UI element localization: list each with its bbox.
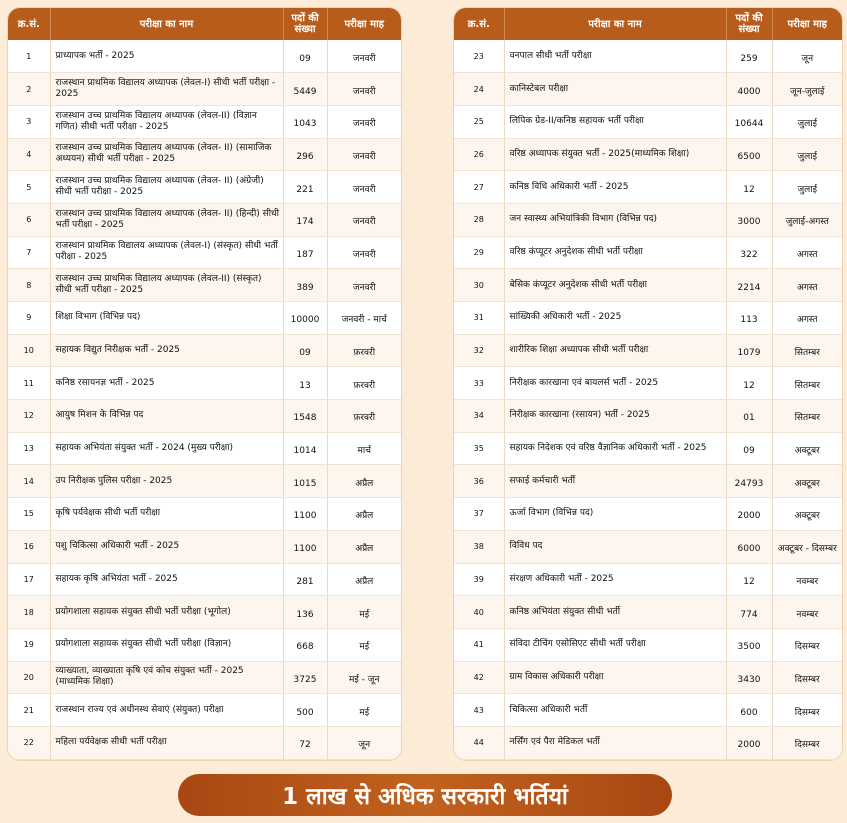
exam-name-cell: व्याख्याता, व्याख्याता कृषि एवं कोच संयुक्त भर्ती - 2025 (माध्यमिक शिक्षा) xyxy=(50,661,283,694)
header-exam-month: परीक्षा माह xyxy=(327,8,401,40)
table-row xyxy=(8,726,401,759)
exam-name-cell: सहायक कृषि अभियंता भर्ती - 2025 xyxy=(50,563,283,596)
exam-name-cell: राजस्थान प्राथमिक विद्यालय अध्यापक (लेवल-I) (संस्कृत) सीधी भर्ती परीक्षा - 2025 xyxy=(50,236,283,269)
exam-name-cell: प्रयोगशाला सहायक संयुक्त सीधी भर्ती परीक्षा (भूगोल) xyxy=(50,596,283,629)
exam-month-cell: अक्टूबर xyxy=(772,498,842,531)
post-count-cell: 1043 xyxy=(283,105,327,138)
exam-month-cell: जून-जुलाई xyxy=(772,73,842,106)
exam-name-cell: विविध पद xyxy=(504,530,726,563)
exam-month-cell: अप्रैल xyxy=(327,498,401,531)
exam-month-cell: अक्टूबर - दिसम्बर xyxy=(772,530,842,563)
exam-name-cell: उप निरीक्षक पुलिस परीक्षा - 2025 xyxy=(50,465,283,498)
serial-number-cell: 39 xyxy=(454,563,504,596)
exam-name-cell: सहायक निदेशक एवं वरिष्ठ वैज्ञानिक अधिकारी भर्ती - 2025 xyxy=(504,432,726,465)
table-row xyxy=(8,236,401,269)
table-row xyxy=(8,596,401,629)
serial-number-cell: 23 xyxy=(454,40,504,73)
exam-name-cell: कृषि पर्यवेक्षक सीधी भर्ती परीक्षा xyxy=(50,498,283,531)
exam-name-cell: नर्सिंग एवं पैरा मेडिकल भर्ती xyxy=(504,726,726,759)
serial-number-cell: 25 xyxy=(454,105,504,138)
post-count-cell: 174 xyxy=(283,203,327,236)
table-row xyxy=(454,203,842,236)
serial-number-cell: 2 xyxy=(8,73,50,106)
exam-name-cell: राजस्थान उच्च प्राथमिक विद्यालय अध्यापक (लेवल- II) (अंग्रेजी) सीधी भर्ती परीक्षा - 2025 xyxy=(50,171,283,204)
exam-name-cell: संविदा टीचिंग एसोसिएट सीधी भर्ती परीक्षा xyxy=(504,628,726,661)
post-count-cell: 1100 xyxy=(283,498,327,531)
table-row xyxy=(454,105,842,138)
serial-number-cell: 37 xyxy=(454,498,504,531)
table-row xyxy=(8,400,401,433)
header-exam-name: परीक्षा का नाम xyxy=(504,8,726,40)
table-row xyxy=(454,694,842,727)
exam-month-cell: फ़रवरी xyxy=(327,367,401,400)
exam-month-cell: अप्रैल xyxy=(327,563,401,596)
post-count-cell: 3500 xyxy=(726,628,772,661)
serial-number-cell: 42 xyxy=(454,661,504,694)
serial-number-cell: 16 xyxy=(8,530,50,563)
table-row xyxy=(8,203,401,236)
exam-month-cell: जून xyxy=(772,40,842,73)
exam-name-cell: सफाई कर्मचारी भर्ती xyxy=(504,465,726,498)
serial-number-cell: 36 xyxy=(454,465,504,498)
exam-name-cell: प्रयोगशाला सहायक संयुक्त सीधी भर्ती परीक्षा (विज्ञान) xyxy=(50,628,283,661)
header-post-count: पदों की संख्या xyxy=(726,8,772,40)
table-row xyxy=(454,40,842,73)
post-count-cell: 3430 xyxy=(726,661,772,694)
post-count-cell: 2000 xyxy=(726,726,772,759)
table-row xyxy=(8,465,401,498)
exam-name-cell: जन स्वास्थ्य अभियांत्रिकी विभाग (विभिन्न पद) xyxy=(504,203,726,236)
header-serial-number: क्र.सं. xyxy=(8,8,50,40)
table-row xyxy=(454,726,842,759)
table-row xyxy=(454,367,842,400)
exam-month-cell: मई xyxy=(327,694,401,727)
serial-number-cell: 7 xyxy=(8,236,50,269)
header-post-count: पदों की संख्या xyxy=(283,8,327,40)
table-row xyxy=(8,432,401,465)
exam-month-cell: सितम्बर xyxy=(772,400,842,433)
table-header-row xyxy=(8,8,401,40)
post-count-cell: 09 xyxy=(283,40,327,73)
serial-number-cell: 21 xyxy=(8,694,50,727)
exam-name-cell: ऊर्जा विभाग (विभिन्न पद) xyxy=(504,498,726,531)
serial-number-cell: 30 xyxy=(454,269,504,302)
left-exam-table-panel xyxy=(8,8,401,760)
table-row xyxy=(454,334,842,367)
exam-name-cell: राजस्थान राज्य एवं अधीनस्थ सेवाएं (संयुक्त) परीक्षा xyxy=(50,694,283,727)
exam-month-cell: मई - जून xyxy=(327,661,401,694)
table-row xyxy=(8,530,401,563)
post-count-cell: 09 xyxy=(283,334,327,367)
table-row xyxy=(8,628,401,661)
exam-name-cell: कानिस्टेबल परीक्षा xyxy=(504,73,726,106)
post-count-cell: 24793 xyxy=(726,465,772,498)
serial-number-cell: 40 xyxy=(454,596,504,629)
post-count-cell: 281 xyxy=(283,563,327,596)
serial-number-cell: 28 xyxy=(454,203,504,236)
post-count-cell: 2214 xyxy=(726,269,772,302)
serial-number-cell: 17 xyxy=(8,563,50,596)
exam-name-cell: वरिष्ठ अध्यापक संयुक्त भर्ती - 2025(माध्यमिक शिक्षा) xyxy=(504,138,726,171)
post-count-cell: 5449 xyxy=(283,73,327,106)
exam-month-cell: जनवरी xyxy=(327,236,401,269)
exam-month-cell: नवम्बर xyxy=(772,596,842,629)
table-row xyxy=(454,563,842,596)
serial-number-cell: 20 xyxy=(8,661,50,694)
exam-name-cell: वनपाल सीधी भर्ती परीक्षा xyxy=(504,40,726,73)
exam-name-cell: ग्राम विकास अधिकारी परीक्षा xyxy=(504,661,726,694)
post-count-cell: 136 xyxy=(283,596,327,629)
exam-name-cell: प्राध्यापक भर्ती - 2025 xyxy=(50,40,283,73)
exam-name-cell: निरीक्षक कारखाना (रसायन) भर्ती - 2025 xyxy=(504,400,726,433)
post-count-cell: 668 xyxy=(283,628,327,661)
exam-month-cell: अगस्त xyxy=(772,302,842,335)
table-row xyxy=(8,498,401,531)
post-count-cell: 10000 xyxy=(283,302,327,335)
exam-month-cell: सितम्बर xyxy=(772,367,842,400)
exam-name-cell: सांख्यिकी अधिकारी भर्ती - 2025 xyxy=(504,302,726,335)
table-row xyxy=(8,138,401,171)
post-count-cell: 1015 xyxy=(283,465,327,498)
post-count-cell: 500 xyxy=(283,694,327,727)
table-row xyxy=(454,498,842,531)
post-count-cell: 3725 xyxy=(283,661,327,694)
exam-name-cell: आयुष मिशन के विभिन्न पद xyxy=(50,400,283,433)
post-count-cell: 6000 xyxy=(726,530,772,563)
exam-month-cell: जुलाई xyxy=(772,138,842,171)
exam-month-cell: सितम्बर xyxy=(772,334,842,367)
exam-month-cell: जनवरी xyxy=(327,73,401,106)
exam-name-cell: संरक्षण अधिकारी भर्ती - 2025 xyxy=(504,563,726,596)
serial-number-cell: 6 xyxy=(8,203,50,236)
serial-number-cell: 29 xyxy=(454,236,504,269)
post-count-cell: 4000 xyxy=(726,73,772,106)
exam-month-cell: जनवरी xyxy=(327,171,401,204)
exam-month-cell: दिसम्बर xyxy=(772,661,842,694)
exam-month-cell: अप्रैल xyxy=(327,530,401,563)
post-count-cell: 187 xyxy=(283,236,327,269)
serial-number-cell: 41 xyxy=(454,628,504,661)
serial-number-cell: 34 xyxy=(454,400,504,433)
exam-month-cell: जनवरी xyxy=(327,138,401,171)
serial-number-cell: 11 xyxy=(8,367,50,400)
exam-month-cell: अक्टूबर xyxy=(772,432,842,465)
table-row xyxy=(454,400,842,433)
post-count-cell: 12 xyxy=(726,563,772,596)
serial-number-cell: 9 xyxy=(8,302,50,335)
exam-month-cell: दिसम्बर xyxy=(772,694,842,727)
table-row xyxy=(454,269,842,302)
exam-table-right xyxy=(454,8,842,760)
post-count-cell: 6500 xyxy=(726,138,772,171)
post-count-cell: 1079 xyxy=(726,334,772,367)
exam-name-cell: राजस्थान उच्च प्राथमिक विद्यालय अध्यापक (लेवल-II) (संस्कृत) सीधी भर्ती परीक्षा - 2025 xyxy=(50,269,283,302)
post-count-cell: 72 xyxy=(283,726,327,759)
table-row xyxy=(8,171,401,204)
exam-month-cell: जुलाई xyxy=(772,105,842,138)
exam-month-cell: जनवरी xyxy=(327,40,401,73)
serial-number-cell: 13 xyxy=(8,432,50,465)
serial-number-cell: 32 xyxy=(454,334,504,367)
exam-name-cell: कनिष्ठ अभियंता संयुक्त सीधी भर्ती xyxy=(504,596,726,629)
exam-name-cell: शारीरिक शिक्षा अध्यापक सीधी भर्ती परीक्षा xyxy=(504,334,726,367)
post-count-cell: 774 xyxy=(726,596,772,629)
exam-name-cell: सहायक विद्युत निरीक्षक भर्ती - 2025 xyxy=(50,334,283,367)
table-row xyxy=(454,73,842,106)
exam-name-cell: निरीक्षक कारखाना एवं बायलर्स भर्ती - 2025 xyxy=(504,367,726,400)
post-count-cell: 1100 xyxy=(283,530,327,563)
exam-month-cell: दिसम्बर xyxy=(772,726,842,759)
header-exam-month: परीक्षा माह xyxy=(772,8,842,40)
exam-month-cell: फ़रवरी xyxy=(327,400,401,433)
table-row xyxy=(454,171,842,204)
serial-number-cell: 1 xyxy=(8,40,50,73)
post-count-cell: 600 xyxy=(726,694,772,727)
table-row xyxy=(454,530,842,563)
exam-name-cell: राजस्थान प्राथमिक विद्यालय अध्यापक (लेवल-I) सीधी भर्ती परीक्षा - 2025 xyxy=(50,73,283,106)
exam-month-cell: मई xyxy=(327,596,401,629)
serial-number-cell: 44 xyxy=(454,726,504,759)
exam-month-cell: मार्च xyxy=(327,432,401,465)
post-count-cell: 12 xyxy=(726,171,772,204)
table-row xyxy=(8,694,401,727)
exam-name-cell: लिपिक ग्रेड-II/कनिष्ठ सहायक भर्ती परीक्षा xyxy=(504,105,726,138)
exam-month-cell: जुलाई xyxy=(772,171,842,204)
serial-number-cell: 10 xyxy=(8,334,50,367)
serial-number-cell: 5 xyxy=(8,171,50,204)
table-row xyxy=(8,661,401,694)
exam-name-cell: राजस्थान उच्च प्राथमिक विद्यालय अध्यापक (लेवल- II) (सामाजिक अध्ययन) सीधी भर्ती परीक्षा - 2025 xyxy=(50,138,283,171)
serial-number-cell: 38 xyxy=(454,530,504,563)
table-row xyxy=(8,302,401,335)
exam-name-cell: राजस्थान उच्च प्राथमिक विद्यालय अध्यापक (लेवल-II) (विज्ञान गणित) सीधी भर्ती परीक्षा - 2025 xyxy=(50,105,283,138)
serial-number-cell: 22 xyxy=(8,726,50,759)
serial-number-cell: 8 xyxy=(8,269,50,302)
exam-name-cell: शिक्षा विभाग (विभिन्न पद) xyxy=(50,302,283,335)
post-count-cell: 296 xyxy=(283,138,327,171)
table-row xyxy=(454,432,842,465)
recruitment-banner: 1 लाख से अधिक सरकारी भर्तियां xyxy=(178,774,672,816)
table-row xyxy=(454,596,842,629)
serial-number-cell: 43 xyxy=(454,694,504,727)
table-row xyxy=(8,269,401,302)
exam-name-cell: राजस्थान उच्च प्राथमिक विद्यालय अध्यापक (लेवल- II) (हिन्दी) सीधी भर्ती परीक्षा - 2025 xyxy=(50,203,283,236)
post-count-cell: 01 xyxy=(726,400,772,433)
serial-number-cell: 24 xyxy=(454,73,504,106)
exam-month-cell: अप्रैल xyxy=(327,465,401,498)
exam-month-cell: दिसम्बर xyxy=(772,628,842,661)
exam-table-right-body xyxy=(454,40,842,759)
header-exam-name: परीक्षा का नाम xyxy=(50,8,283,40)
post-count-cell: 1548 xyxy=(283,400,327,433)
post-count-cell: 113 xyxy=(726,302,772,335)
exam-name-cell: कनिष्ठ रसायनज्ञ भर्ती - 2025 xyxy=(50,367,283,400)
post-count-cell: 3000 xyxy=(726,203,772,236)
exam-month-cell: जनवरी xyxy=(327,269,401,302)
serial-number-cell: 15 xyxy=(8,498,50,531)
post-count-cell: 13 xyxy=(283,367,327,400)
table-row xyxy=(454,661,842,694)
table-row xyxy=(454,302,842,335)
post-count-cell: 12 xyxy=(726,367,772,400)
exam-month-cell: अगस्त xyxy=(772,236,842,269)
exam-table-left-body xyxy=(8,40,401,759)
serial-number-cell: 4 xyxy=(8,138,50,171)
exam-month-cell: फ़रवरी xyxy=(327,334,401,367)
exam-table-left xyxy=(8,8,401,760)
post-count-cell: 10644 xyxy=(726,105,772,138)
exam-month-cell: जून xyxy=(327,726,401,759)
post-count-cell: 389 xyxy=(283,269,327,302)
table-row xyxy=(8,334,401,367)
exam-month-cell: अगस्त xyxy=(772,269,842,302)
exam-name-cell: कनिष्ठ विधि अधिकारी भर्ती - 2025 xyxy=(504,171,726,204)
table-row xyxy=(454,236,842,269)
serial-number-cell: 26 xyxy=(454,138,504,171)
exam-month-cell: जनवरी xyxy=(327,203,401,236)
serial-number-cell: 19 xyxy=(8,628,50,661)
table-row xyxy=(8,367,401,400)
table-row xyxy=(454,628,842,661)
post-count-cell: 259 xyxy=(726,40,772,73)
serial-number-cell: 12 xyxy=(8,400,50,433)
table-row xyxy=(8,563,401,596)
exam-month-cell: जनवरी xyxy=(327,105,401,138)
table-row xyxy=(454,138,842,171)
right-exam-table-panel xyxy=(454,8,842,760)
post-count-cell: 09 xyxy=(726,432,772,465)
serial-number-cell: 35 xyxy=(454,432,504,465)
exam-name-cell: सहायक अभियंता संयुक्त भर्ती - 2024 (मुख्य परीक्षा) xyxy=(50,432,283,465)
serial-number-cell: 18 xyxy=(8,596,50,629)
exam-month-cell: मई xyxy=(327,628,401,661)
serial-number-cell: 33 xyxy=(454,367,504,400)
post-count-cell: 2000 xyxy=(726,498,772,531)
table-row xyxy=(8,105,401,138)
header-serial-number: क्र.सं. xyxy=(454,8,504,40)
serial-number-cell: 3 xyxy=(8,105,50,138)
table-row xyxy=(8,40,401,73)
post-count-cell: 322 xyxy=(726,236,772,269)
serial-number-cell: 31 xyxy=(454,302,504,335)
exam-name-cell: महिला पर्यवेक्षक सीधी भर्ती परीक्षा xyxy=(50,726,283,759)
exam-month-cell: जनवरी - मार्च xyxy=(327,302,401,335)
serial-number-cell: 14 xyxy=(8,465,50,498)
exam-name-cell: वरिष्ठ कंप्यूटर अनुदेशक सीधी भर्ती परीक्षा xyxy=(504,236,726,269)
exam-name-cell: चिकित्सा अधिकारी भर्ती xyxy=(504,694,726,727)
exam-month-cell: जुलाई-अगस्त xyxy=(772,203,842,236)
exam-month-cell: नवम्बर xyxy=(772,563,842,596)
post-count-cell: 1014 xyxy=(283,432,327,465)
exam-month-cell: अक्टूबर xyxy=(772,465,842,498)
post-count-cell: 221 xyxy=(283,171,327,204)
exam-name-cell: पशु चिकित्सा अधिकारी भर्ती - 2025 xyxy=(50,530,283,563)
table-row xyxy=(454,465,842,498)
serial-number-cell: 27 xyxy=(454,171,504,204)
table-row xyxy=(8,73,401,106)
exam-name-cell: बेसिक कंप्यूटर अनुदेशक सीधी भर्ती परीक्षा xyxy=(504,269,726,302)
table-header-row xyxy=(454,8,842,40)
